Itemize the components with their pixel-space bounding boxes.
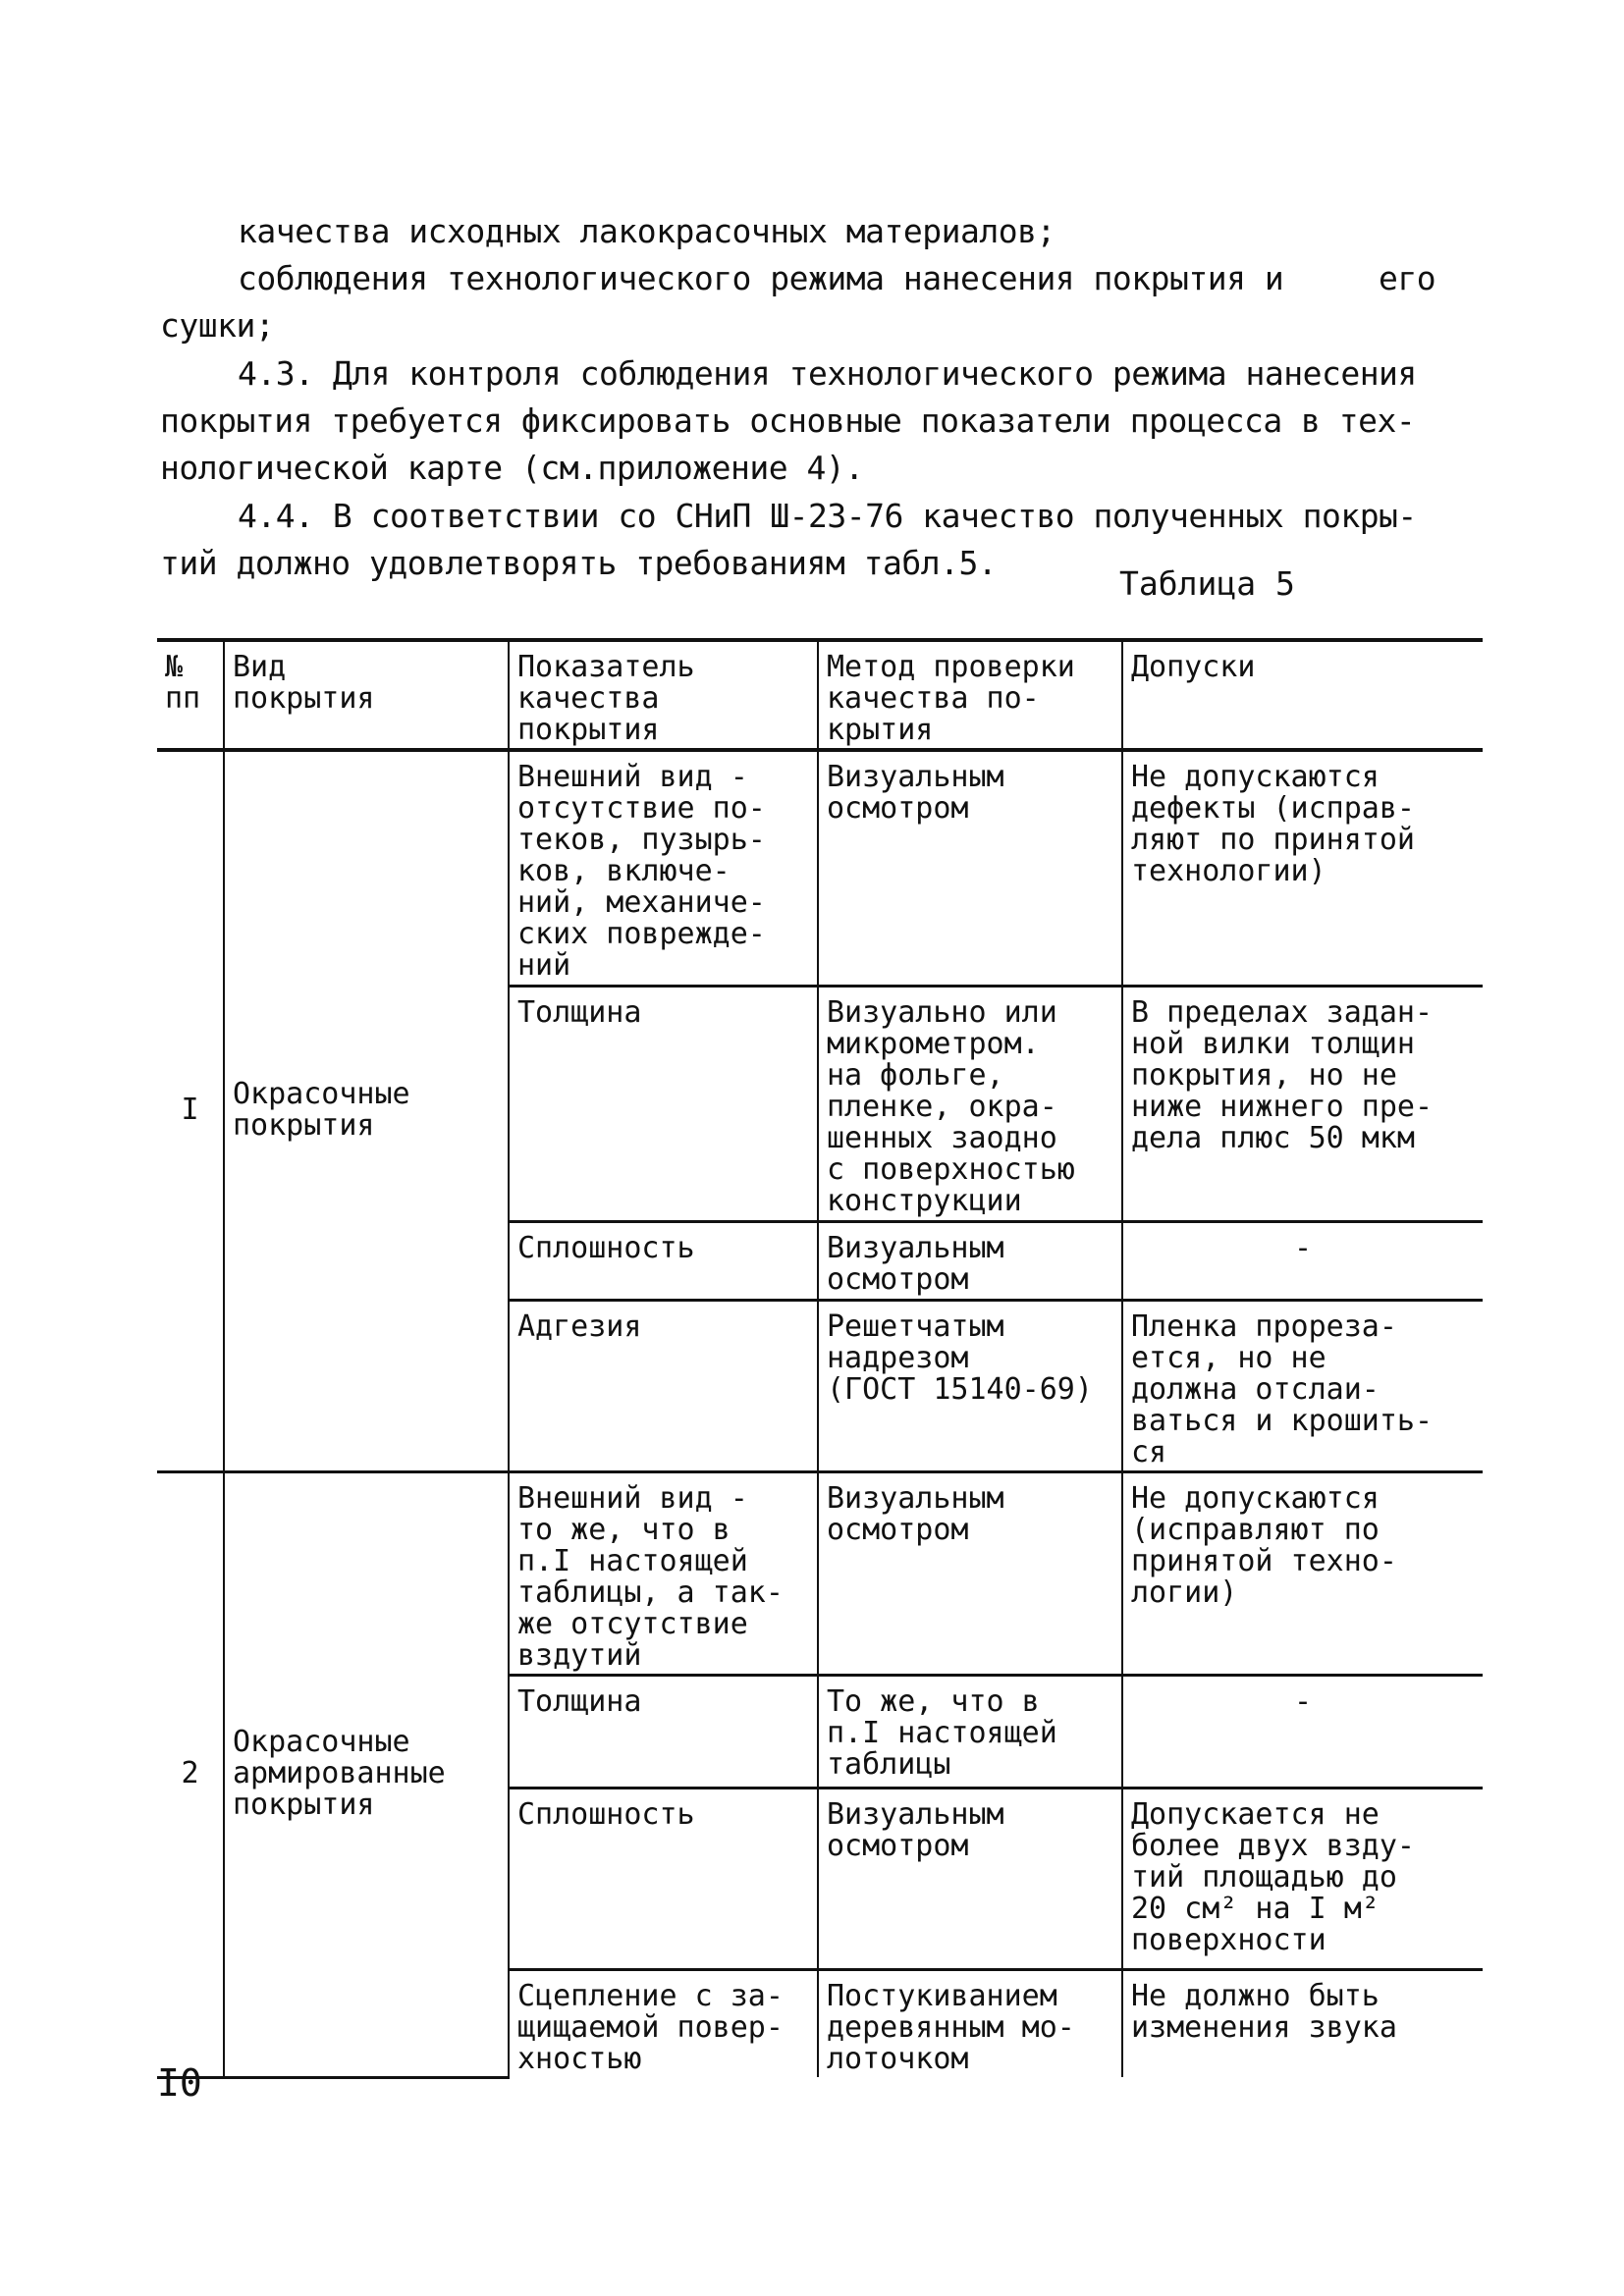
cell-indicator: Внешний вид - отсутствие по- теков, пузырь- ков, включе- ний, механиче- ских поврежде- ний xyxy=(509,750,818,986)
cell-indicator: Сплошность xyxy=(509,1221,818,1300)
group-coating-type: Окрасочные армированные покрытия xyxy=(224,1471,509,2077)
header-number: № пп xyxy=(157,640,224,750)
cell-tolerance: Допускается не более двух взду- тий площадью до 20 см² на I м² поверхности xyxy=(1122,1788,1483,1969)
table-row xyxy=(157,1471,1483,1675)
cell-tolerance: Не допускаются (исправляют по принятой техно- логии) xyxy=(1122,1471,1483,1675)
paragraph-line: сушки; xyxy=(160,306,275,345)
cell-method: Визуальным осмотром xyxy=(818,750,1122,986)
cell-tolerance: Не должно быть изменения звука xyxy=(1122,1969,1483,2077)
table-header-row xyxy=(157,640,1483,750)
group-number: 2 xyxy=(157,1471,224,2077)
cell-method: То же, что в п.I настоящей таблицы xyxy=(818,1675,1122,1788)
table-row xyxy=(157,750,1483,986)
paragraph-line: 4.3. Для контроля соблюдения технологического режима нанесения xyxy=(238,354,1417,393)
cell-tolerance: В пределах задан- ной вилки толщин покрытия, но не ниже нижнего пре- дела плюс 50 мкм xyxy=(1122,986,1483,1221)
paragraph-line: 4.4. В соответствии со СНиП Ш-23-76 качество полученных покры- xyxy=(238,497,1417,535)
paragraph-line: нологической карте (см.приложение 4). xyxy=(160,449,864,487)
paragraph-line: тий должно удовлетворять требованиям табл.5. xyxy=(160,544,998,582)
paragraph-line: покрытия требуется фиксировать основные показатели процесса в тех- xyxy=(160,401,1416,440)
page-number: I0 xyxy=(157,2061,202,2105)
group-coating-type: Окрасочные покрытия xyxy=(224,750,509,1471)
header-quality-indicator: Показатель качества покрытия xyxy=(509,640,818,750)
cell-indicator: Сплошность xyxy=(509,1788,818,1969)
cell-indicator: Толщина xyxy=(509,986,818,1221)
cell-method: Постукиванием деревянным мо- лоточком xyxy=(818,1969,1122,2077)
table-caption: Таблица 5 xyxy=(1119,564,1295,603)
cell-indicator: Внешний вид - то же, что в п.I настоящей таблицы, а так- же отсутствие вздутий xyxy=(509,1471,818,1675)
cell-tolerance: - xyxy=(1122,1675,1483,1788)
cell-tolerance: Не допускаются дефекты (исправ- ляют по принятой технологии) xyxy=(1122,750,1483,986)
cell-indicator: Толщина xyxy=(509,1675,818,1788)
group-number: I xyxy=(157,750,224,1471)
cell-method: Визуально или микрометром. на фольге, пленке, окра- шенных заодно с поверхностью конструкции xyxy=(818,986,1122,1221)
paragraph-line: качества исходных лакокрасочных материалов; xyxy=(238,212,1056,250)
cell-indicator: Адгезия xyxy=(509,1300,818,1471)
cell-method: Визуальным осмотром xyxy=(818,1221,1122,1300)
paragraph-line: соблюдения технологического режима нанесения покрытия и его xyxy=(238,259,1436,297)
cell-method: Визуальным осмотром xyxy=(818,1788,1122,1969)
header-coating-type: Вид покрытия xyxy=(224,640,509,750)
cell-tolerance: - xyxy=(1122,1221,1483,1300)
cell-method: Визуальным осмотром xyxy=(818,1471,1122,1675)
cell-indicator: Сцепление с за- щищаемой повер- хностью xyxy=(509,1969,818,2077)
cell-method: Решетчатым надрезом (ГОСТ 15140-69) xyxy=(818,1300,1122,1471)
header-check-method: Метод проверки качества по- крытия xyxy=(818,640,1122,750)
quality-requirements-table xyxy=(157,638,1483,2079)
cell-tolerance: Пленка прореза- ется, но не должна отслаи- ваться и крошить- ся xyxy=(1122,1300,1483,1471)
header-tolerance: Допуски xyxy=(1122,640,1483,750)
